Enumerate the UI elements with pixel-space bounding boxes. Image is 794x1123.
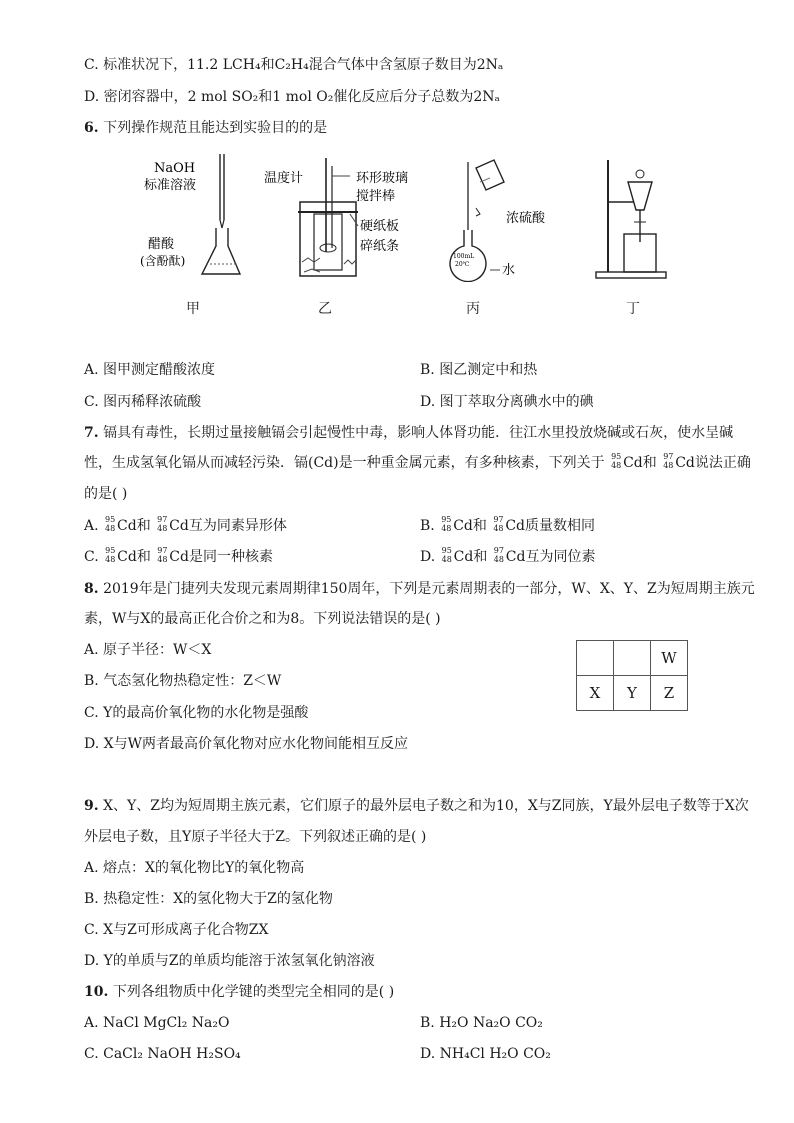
q10-stem: [84, 981, 754, 1003]
q6-options-row2: [84, 391, 754, 413]
caption-ding: 丁: [626, 301, 640, 317]
isotope-cd95: 95 48: [611, 452, 622, 470]
yi-label-paper: 碎纸条: [360, 239, 400, 254]
q7-line3: 的是( ): [84, 486, 128, 502]
q8-line1: [84, 578, 754, 600]
bing-flask-temp: 20℃: [455, 261, 470, 268]
q5-option-c: C. 标准状况下，11.2 LCH₄和C₂H₄混合气体中含氢原子数目为2Nₐ: [84, 57, 504, 73]
q6-option-a: A. 图甲测定醋酸浓度: [84, 362, 216, 378]
bing-flask-volume: 100mL: [453, 253, 475, 260]
q10-options-row1: [84, 1012, 754, 1034]
caption-jia: 甲: [186, 301, 200, 317]
q9-line2: 外层电子数，且Y原子半径大于Z。下列叙述正确的是( ): [84, 829, 427, 845]
q8-option-b: B. 气态氢化物热稳定性：Z＜W: [84, 673, 282, 689]
q6-option-b: B. 图乙测定中和热: [420, 362, 538, 378]
bing-label-acid: 浓硫酸: [506, 211, 546, 226]
q6-stem-text: 下列操作规范且能达到实验目的的是: [103, 120, 328, 136]
ptable-cell-empty: [577, 641, 614, 676]
q7-options-row2: [84, 546, 754, 568]
yi-label-board: 硬纸板: [360, 219, 400, 234]
ptable-cell-w: W: [651, 641, 688, 676]
q9-number: 9.: [84, 798, 99, 814]
isotope-cd97: 97 48: [663, 452, 674, 470]
bing-label-water: 水: [502, 263, 516, 278]
cd-symbol: Cd: [675, 455, 695, 471]
caption-yi: 乙: [318, 301, 332, 317]
q7-number: 7.: [84, 425, 99, 441]
q7-and: 和: [642, 455, 657, 471]
q10-option-d: D. NH₄Cl H₂O CO₂: [420, 1046, 551, 1062]
q7-option-a: A. 95 48 Cd和 97 48 Cd互为同素异形体: [84, 515, 287, 534]
q8-option-c: C. Y的最高价氧化物的水化物是强酸: [84, 705, 309, 721]
q8-text1: 2019年是门捷列夫发现元素周期律150周年，下列是元素周期表的一部分，W、X、Y、Z为短周期主族元: [103, 581, 755, 597]
periodic-table-fragment: [576, 640, 688, 711]
q6-stem: [84, 117, 754, 139]
figure-yi: [260, 152, 420, 282]
q9-option-a: A. 熔点：X的氧化物比Y的氧化物高: [84, 860, 305, 876]
caption-bing: 丙: [466, 301, 480, 317]
q7-text2a: 性，生成氢氧化镉从而减轻污染．镉(Cd)是一种重金属元素，有多种核素，下列关于: [84, 455, 605, 471]
yi-label-ring: 环形玻璃: [356, 171, 409, 186]
q7-option-d: D. 95 48 Cd和 97 48 Cd互为同位素: [420, 546, 596, 565]
q9-option-c: C. X与Z可形成离子化合物ZX: [84, 922, 269, 938]
q7-text2c: 说法正确: [694, 455, 751, 471]
q10-option-c: C. CaCl₂ NaOH H₂SO₄: [84, 1046, 241, 1062]
q8-option-d: D. X与W两者最高价氧化物对应水化物间能相互反应: [84, 736, 408, 752]
q7-option-c: C. 95 48 Cd和 97 48 Cd是同一种核素: [84, 546, 273, 565]
q7-text1: 镉具有毒性，长期过量接触镉会引起慢性中毒，影响人体肾功能．往江水里投放烧碱或石灰，使水呈碱: [103, 425, 734, 441]
q5-option-d: D. 密闭容器中，2 mol SO₂和1 mol O₂催化反应后分子总数为2Nₐ: [84, 89, 500, 105]
figure-jia: [140, 152, 250, 292]
q9-option-d: D. Y的单质与Z的单质均能溶于浓氢氧化钠溶液: [84, 953, 375, 969]
q9-text1: X、Y、Z均为短周期主族元素，它们原子的最外层电子数之和为10，X与Z同族，Y最外层电子数等于X次: [103, 798, 749, 814]
ptable-cell-y: Y: [614, 676, 651, 711]
q10-options-row2: [84, 1043, 754, 1065]
q6-option-d: D. 图丁萃取分离碘水中的碘: [420, 394, 594, 410]
q10-option-b: B. H₂O Na₂O CO₂: [420, 1015, 543, 1031]
q6-option-c: C. 图丙稀释浓硫酸: [84, 394, 202, 410]
q8-line2: 素，W与X的最高正化合价之和为8。下列说法错误的是( ): [84, 611, 441, 627]
ptable-cell-empty: [614, 641, 651, 676]
jia-label-phenol: (含酚酞): [140, 254, 186, 268]
q9-option-b: B. 热稳定性：X的氢化物大于Z的氢化物: [84, 891, 333, 907]
ptable-cell-z: Z: [651, 676, 688, 711]
figure-bing: [440, 152, 560, 282]
figure-ding: [590, 152, 690, 282]
jia-label-naoh: NaOH: [154, 161, 196, 176]
ptable-cell-x: X: [577, 676, 614, 711]
q10-stem-text: 下列各组物质中化学键的类型完全相同的是( ): [112, 984, 395, 1000]
q6-number: 6.: [84, 120, 99, 136]
q6-options-row1: [84, 359, 754, 381]
cd-symbol: Cd: [623, 455, 643, 471]
q7-options-row1: [84, 515, 754, 537]
q10-number: 10.: [84, 984, 109, 1000]
yi-label-stirrer: 搅拌棒: [356, 189, 396, 204]
jia-label-solution: 标准溶液: [144, 178, 197, 193]
q8-option-a: A. 原子半径：W＜X: [84, 642, 212, 658]
jia-label-acetic: 醋酸: [148, 237, 175, 252]
q7-option-b: B. 95 48 Cd和 97 48 Cd质量数相同: [420, 515, 596, 534]
q10-option-a: A. NaCl MgCl₂ Na₂O: [84, 1015, 230, 1031]
q7-line1: [84, 422, 754, 444]
q9-line1: [84, 795, 754, 817]
q7-line2: [84, 452, 754, 474]
yi-label-thermo: 温度计: [264, 171, 304, 186]
q8-number: 8.: [84, 581, 99, 597]
